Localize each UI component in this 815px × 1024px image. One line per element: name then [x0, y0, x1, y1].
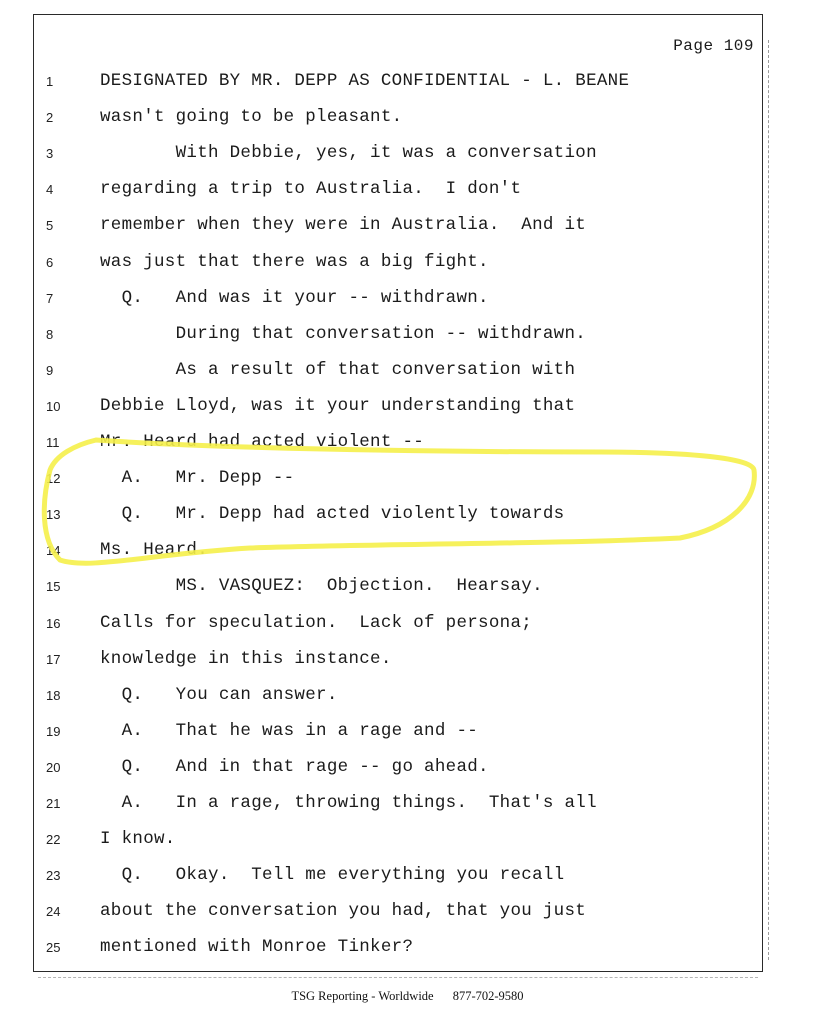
line-text: During that conversation -- withdrawn.: [100, 323, 587, 344]
line-text: MS. VASQUEZ: Objection. Hearsay.: [100, 576, 543, 597]
line-number: 19: [46, 723, 61, 739]
line-number: 24: [46, 904, 61, 920]
line-text: was just that there was a big fight.: [100, 251, 489, 272]
line-text: regarding a trip to Australia. I don't: [100, 179, 522, 200]
line-number: 4: [46, 182, 54, 198]
transcript-page: [33, 14, 763, 972]
line-number: 16: [46, 615, 61, 631]
line-number: 15: [46, 579, 61, 595]
line-number: 7: [46, 290, 54, 306]
line-number: 25: [46, 940, 61, 956]
line-number: 22: [46, 832, 61, 848]
line-text: A. That he was in a rage and --: [100, 720, 479, 741]
line-number: 11: [46, 435, 60, 450]
line-text: about the conversation you had, that you just: [100, 901, 587, 922]
line-text: Q. Okay. Tell me everything you recall: [100, 865, 565, 886]
line-text: remember when they were in Australia. And it: [100, 215, 587, 236]
line-text: Debbie Lloyd, was it your understanding that: [100, 395, 576, 416]
line-text: knowledge in this instance.: [100, 648, 392, 669]
line-text: As a result of that conversation with: [100, 359, 576, 380]
line-number: 6: [46, 254, 54, 270]
line-text: A. In a rage, throwing things. That's all: [100, 793, 597, 813]
line-text: Q. You can answer.: [100, 684, 338, 705]
footer-company: TSG Reporting - Worldwide: [291, 989, 434, 1003]
page-edge-marks: [768, 40, 770, 960]
line-text: Q. Mr. Depp had acted violently towards: [100, 504, 565, 525]
footer: [0, 989, 815, 1004]
line-number: 23: [46, 868, 61, 884]
line-number: 10: [46, 398, 61, 414]
line-text: Ms. Heard.: [100, 540, 209, 561]
line-number: 9: [46, 362, 54, 378]
line-number: 2: [46, 110, 54, 126]
line-text: A. Mr. Depp --: [100, 468, 295, 489]
line-text: I know.: [100, 829, 176, 850]
line-text: With Debbie, yes, it was a conversation: [100, 143, 597, 164]
line-number: 14: [46, 543, 61, 559]
line-number: 21: [46, 796, 61, 811]
line-number: 18: [46, 687, 61, 703]
line-number: 17: [46, 651, 61, 667]
line-number: 1: [46, 74, 54, 89]
line-number: 12: [46, 471, 61, 487]
line-text: Calls for speculation. Lack of persona;: [100, 612, 533, 633]
line-number: 13: [46, 507, 61, 523]
line-number: 5: [46, 218, 54, 234]
line-text: wasn't going to be pleasant.: [100, 107, 403, 128]
page-number: Page 109: [673, 37, 754, 55]
line-text: Mr. Heard had acted violent --: [100, 432, 425, 452]
footer-phone: 877-702-9580: [452, 989, 524, 1003]
line-text: Q. And in that rage -- go ahead.: [100, 756, 489, 777]
line-text: DESIGNATED BY MR. DEPP AS CONFIDENTIAL - L. BEANE: [100, 71, 630, 91]
line-number: 8: [46, 326, 54, 342]
line-number: 3: [46, 146, 54, 162]
scan-artifact-line: [38, 977, 758, 979]
line-text: Q. And was it your -- withdrawn.: [100, 287, 489, 308]
line-text: mentioned with Monroe Tinker?: [100, 937, 414, 958]
line-number: 20: [46, 759, 61, 775]
